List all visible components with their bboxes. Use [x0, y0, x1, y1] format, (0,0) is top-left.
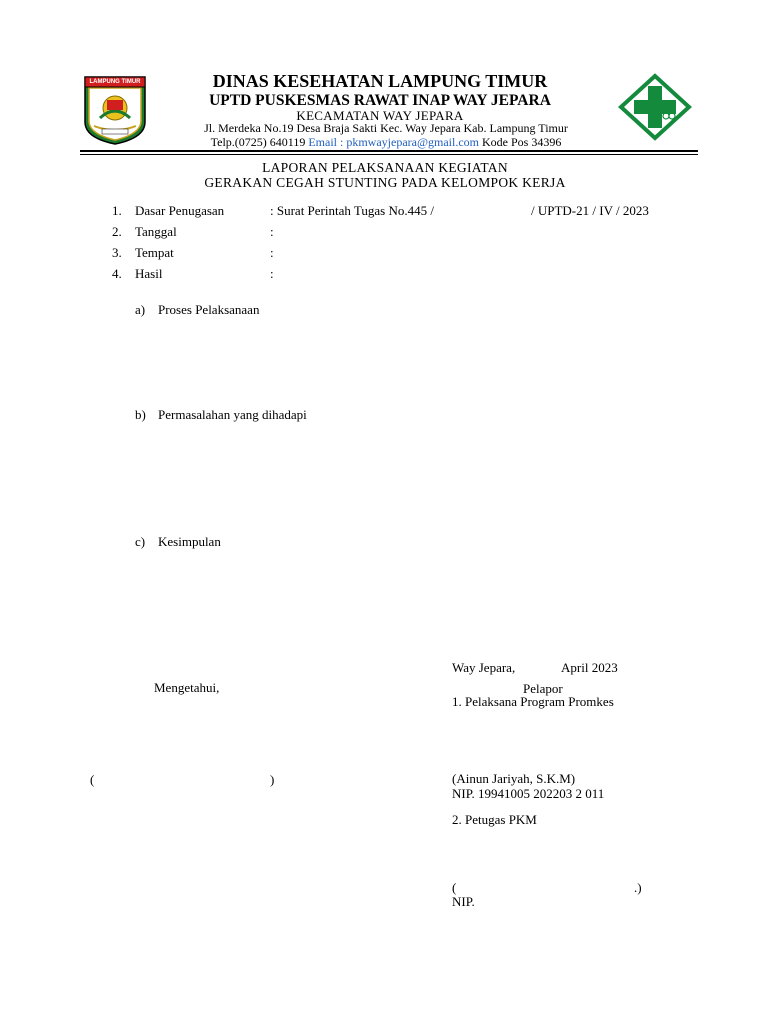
left-signature-open: (: [90, 772, 95, 787]
field-number: 1.: [112, 203, 122, 218]
field-separator: :: [270, 266, 274, 281]
signer-name: (Ainun Jariyah, S.K.M): [452, 771, 576, 786]
subsection-letter: b): [135, 407, 146, 422]
month-year: April 2023: [561, 660, 618, 675]
field-label: Tanggal: [135, 224, 177, 239]
subsection-label: Permasalahan yang dihadapi: [158, 407, 307, 422]
header-dinas: DINAS KESEHATAN LAMPUNG TIMUR: [212, 71, 548, 91]
field-number: 3.: [112, 245, 122, 260]
subsection-label: Proses Pelaksanaan: [158, 302, 260, 317]
header-address: Jl. Merdeka No.19 Desa Braja Sakti Kec. Way Jepara Kab. Lampung Timur: [204, 121, 568, 135]
header-rule-thick: [80, 150, 698, 152]
postal-code: Kode Pos 34396: [482, 135, 562, 149]
report-title-line1: LAPORAN PELAKSANAAN KEGIATAN: [262, 160, 508, 175]
mengetahui-label: Mengetahui,: [154, 680, 220, 695]
field-number: 2.: [112, 224, 122, 239]
field-label: Tempat: [135, 245, 174, 260]
petugas-label: 2. Petugas PKM: [452, 812, 537, 827]
subsection-label: Kesimpulan: [158, 534, 221, 549]
blank-nip: NIP.: [452, 894, 475, 909]
header-uptd: UPTD PUSKESMAS RAWAT INAP WAY JEPARA: [209, 92, 551, 109]
field-value: : Surat Perintah Tugas No.445 /: [270, 203, 434, 218]
field-label: Hasil: [135, 266, 163, 281]
left-signature-close: ): [270, 772, 275, 787]
email-label: Email :: [308, 135, 344, 149]
report-title-line2: GERAKAN CEGAH STUNTING PADA KELOMPOK KERJA: [204, 175, 566, 190]
subsection-letter: a): [135, 302, 146, 317]
field-label: Dasar Penugasan: [135, 203, 225, 218]
field-value-number: / UPTD-21 / IV / 2023: [531, 203, 649, 218]
blank-signature-open: (: [452, 880, 457, 895]
email-link[interactable]: pkmwayjepara@gmail.com: [346, 135, 480, 149]
subsection-letter: c): [135, 534, 146, 549]
header-kecamatan: KECAMATAN WAY JEPARA: [296, 108, 464, 123]
puskesmas-logo: [617, 72, 693, 142]
field-number: 4.: [112, 266, 122, 281]
pelapor-label: Pelapor: [523, 681, 563, 696]
phone-text: Telp.(0725) 640119: [210, 135, 306, 149]
lampung-timur-logo: LAMPUNG TIMUR: [82, 74, 148, 146]
header-rule-thin: [80, 154, 698, 155]
field-separator: :: [270, 224, 274, 239]
header-contact: [166, 135, 606, 150]
blank-signature-close: .): [634, 880, 642, 895]
promkes-label: 1. Pelaksana Program Promkes: [452, 694, 614, 709]
signer-nip: NIP. 19941005 202203 2 011: [452, 786, 605, 801]
place-date: Way Jepara,: [452, 660, 516, 675]
field-separator: :: [270, 245, 274, 260]
